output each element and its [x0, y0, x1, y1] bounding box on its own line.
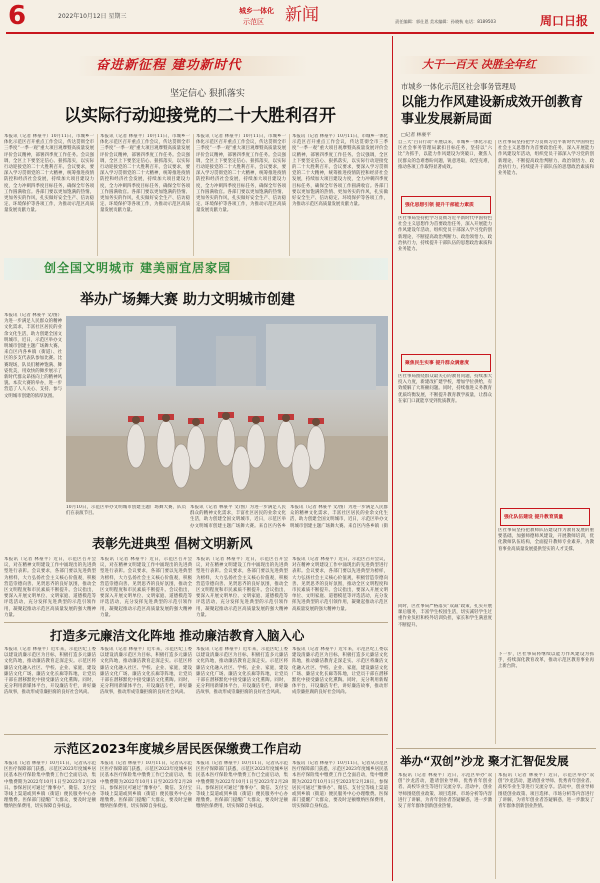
dance-photo-art [66, 316, 388, 502]
civ-banner-text: 创全国文明城市 建美丽宜居家园 [44, 261, 232, 275]
insurance-headline: 示范区2023年度城乡居民医保缴费工作启动 [54, 741, 302, 756]
lead-body-col3: 本报讯（记者 林豪平）10月11日，市城乡一体化示范区召开重点工作会议，传达贯彻全市三季度“一季一观”重大项目观摩暨高质量发展评价会议精神，部署四季度工作任务。会议强调，全区上下要坚定信心、狠抓落实，以实际行动迎接党的二十大胜利召开。会议要求，要深入学习贯彻党的二十大精神，统筹推进疫情防控和经济社会发展，持续加大项目建设力度，全力冲刺四季度目标任务，确保全年各项工作圆满收官。各部门要以更加饱满的热情、更加务实的作风，扎实做好安全生产、信访稳定、环境保护等各项工作，为推动示范区高质量发展贡献力量。 [196, 134, 286, 214]
right-body-2: 区社事局坚持把学习贯彻习近平新时代中国特色社会主义思想作为首要政治任务，深入开展能力作风建设年活动，组织党员干部深入学习党的创新理论，不断提高政治判断力、政治领悟力、政治执行力，持续提升干部队伍的思想政治素质和业务能力。 [398, 216, 492, 253]
right-body-1: 自三大“百日行动”开展以来，市城乡一体化示范区社会事务管理局紧扣目标任务，坚持以“六比”为抓手，以能力作风建设为突破口，聚焦人民群众的急难愁盼问题，锐意进取，攻坚克难，推动各项工作取得显著成效。 [398, 140, 492, 170]
issue-date: 2022年10月12日 星期三 [58, 13, 127, 20]
jobs-body-col2: 本报讯（记者 林豪平）近日，示范区举办“双创”沙龙活动，邀请创业导师、优秀青年创业者、高校毕业生等进行交流分享。活动中，创业导师围绕创业政策、项目选择、市场分析等内容进行了讲解，为青年创业者答疑解惑，进一步激发了青年群体创新创业热情。 [498, 773, 594, 810]
right-body-6: 下一步，区社事局将继续以能力作风建设为抓手，持续深化教育改革，推动示范区教育事业再上新台阶。 [498, 652, 594, 670]
insurance-body-col4: 本报讯（记者 林豪平）10月11日，记者从示范区医疗保障部门获悉，示范区2023年度城乡居民基本医疗保险集中缴费工作已全面启动，集中缴费期为2022年10月1日至2023年2月28日。参保居民可通过“豫事办”、微信、支付宝等线上渠道或到乡镇（街道）便民服务中心办理缴费。医保部门提醒广大群众，要及时足额缴纳医保费用，切实保障自身权益。 [292, 761, 388, 810]
column-divider [392, 36, 393, 881]
civ-body: 本报讯（记者 林豪平 文/图）为进一步满足人民群众的精神文化需求，丰富社区居民的业余文化生活，助力创建全国文明城市，近日，示范区举办文明城市创建主题广场舞大赛。来自区内各乡镇（街道）、社区的多支代表队参加比赛。比赛现场，队员们精神饱满、舞姿优美，用欢快的舞步展示了新时代群众昂扬向上的精神风貌。本次大赛的举办，进一步营造了人人关心、支持、参与文明城市创建的浓厚氛围。 [4, 313, 62, 399]
right-sub-1-text: 强化思想引领 提升干部能力素质 [405, 203, 474, 208]
model-body-col3: 本报讯（记者 林豪平）近日，示范区召开会议，对在精神文明建设工作中涌现出的先进典型进行表彰。会议要求，各部门要以先进典型为榜样，大力弘扬社会主义核心价值观，积极营造崇德向善、见贤思齐的良好氛围，推动全区文明程度和市民素质不断提升。会议指出，要深入开展文明单位、文明家庭、道德模范等评选活动，充分发挥先进典型的示范引领作用，凝聚起推动示范区高质量发展的强大精神力量。 [196, 557, 288, 618]
section-top: 城乡一体化 [239, 7, 274, 15]
section-rule [396, 748, 596, 749]
column-rule [495, 773, 496, 879]
editor-info: 责任编辑：郭仕恩 美术编辑：孙晓秋 电话：8189503 [395, 19, 496, 24]
clean-body-col2: 本报讯（记者 林豪平）近年来，示范区纪工委以建设清廉示范区为目标，积极打造多元廉洁文化阵地，推动廉洁教育走深走实。示范区将廉洁文化融入社区、学校、企业、家庭，建设廉洁文化广场、廉洁文化长廊等阵地，让党员干部在潜移默化中接受廉洁文化熏陶。同时，充分利用新媒体平台，开设廉洁专栏，讲好廉洁故事，推动形成崇廉拒腐的良好社会风尚。 [100, 647, 192, 696]
jobs-headline: 举办“双创”沙龙 聚才汇智促发展 [400, 754, 569, 768]
model-body: 本报讯（记者 林豪平）近日，示范区召开会议，对在精神文明建设工作中涌现出的先进典型进行表彰。会议要求，各部门要以先进典型为榜样，大力弘扬社会主义核心价值观，积极营造崇德向善、见贤思齐的良好氛围，推动全区文明程度和市民素质不断提升。会议指出，要深入开展文明单位、文明家庭、道德模范等评选活动，充分发挥先进典型的示范引领作用，凝聚起推动示范区高质量发展的强大精神力量。 [4, 557, 96, 618]
masthead [0, 0, 600, 44]
civ-headline: 举办广场舞大赛 助力文明城市创建 [80, 292, 295, 308]
clean-body-col4: 本报讯（记者 林豪平）近年来，示范区纪工委以建设清廉示范区为目标，积极打造多元廉洁文化阵地，推动廉洁教育走深走实。示范区将廉洁文化融入社区、学校、企业、家庭，建设廉洁文化广场、廉洁文化长廊等阵地，让党员干部在潜移默化中接受廉洁文化熏陶。同时，充分利用新媒体平台，开设廉洁专栏，讲好廉洁故事，推动形成崇廉拒腐的良好社会风尚。 [292, 647, 388, 696]
right-sub-3-text: 强化队伍建设 提升教育质量 [504, 515, 564, 520]
right-sub-2 [401, 354, 491, 372]
section-rule [4, 622, 388, 623]
column-rule [289, 134, 290, 256]
insurance-body: 本报讯（记者 林豪平）10月11日，记者从示范区医疗保障部门获悉，示范区2023年度城乡居民基本医疗保险集中缴费工作已全面启动，集中缴费期为2022年10月1日至2023年2月28日。参保居民可通过“豫事办”、微信、支付宝等线上渠道或到乡镇（街道）便民服务中心办理缴费。医保部门提醒广大群众，要及时足额缴纳医保费用，切实保障自身权益。 [4, 761, 96, 810]
clean-body-col3: 本报讯（记者 林豪平）近年来，示范区纪工委以建设清廉示范区为目标，积极打造多元廉洁文化阵地，推动廉洁教育走深走实。示范区将廉洁文化融入社区、学校、企业、家庭，建设廉洁文化广场、廉洁文化长廊等阵地，让党员干部在潜移默化中接受廉洁文化熏陶。同时，充分利用新媒体平台，开设廉洁专栏，讲好廉洁故事，推动形成崇廉拒腐的良好社会风尚。 [196, 647, 288, 696]
right-byline: □记者 林豪平 [401, 133, 432, 138]
right-body-3: 区社事局围绕群众最关心的教育问题，持续加大投入力度，新建改扩建学校，增加学位供给，有效缓解了大班额问题。同时，持续推进义务教育优质均衡发展，不断提升教育教学质量，让群众在家门口就能享受到优质教育。 [398, 374, 492, 404]
insurance-body-col3: 本报讯（记者 林豪平）10月11日，记者从示范区医疗保障部门获悉，示范区2023年度城乡居民基本医疗保险集中缴费工作已全面启动，集中缴费期为2022年10月1日至2023年2月28日。参保居民可通过“豫事办”、微信、支付宝等线上渠道或到乡镇（街道）便民服务中心办理缴费。医保部门提醒广大群众，要及时足额缴纳医保费用，切实保障自身权益。 [196, 761, 288, 810]
right-sub-3 [500, 508, 590, 526]
right-body-4: 同时，区社事局严格落实“双减”政策，扎实开展课后服务，丰富学生校园生活，切实减轻学生过重作业负担和校外培训负担，家长和学生满意度不断提升。 [398, 604, 492, 628]
lead-body-col4: 本报讯（记者 林豪平）10月11日，市城乡一体化示范区召开重点工作会议，传达贯彻全市三季度“一季一观”重大项目观摩暨高质量发展评价会议精神，部署四季度工作任务。会议强调，全区上下要坚定信心、狠抓落实，以实际行动迎接党的二十大胜利召开。会议要求，要深入学习贯彻党的二十大精神，统筹推进疫情防控和经济社会发展，持续加大项目建设力度，全力冲刺四季度目标任务，确保全年各项工作圆满收官。各部门要以更加饱满的热情、更加务实的作风，扎实做好安全生产、信访稳定、环境保护等各项工作，为推动示范区高质量发展贡献力量。 [292, 134, 388, 208]
section-name: 新闻 [285, 5, 319, 25]
model-headline: 表彰先进典型 倡树文明新风 [92, 537, 253, 552]
jobs-body: 本报讯（记者 林豪平）近日，示范区举办“双创”沙龙活动，邀请创业导师、优秀青年创业者、高校毕业生等进行交流分享。活动中，创业导师围绕创业政策、项目选择、市场分析等内容进行了讲解，为青年创业者答疑解惑，进一步激发了青年群体创新创业热情。 [398, 773, 492, 810]
clean-headline: 打造多元廉洁文化阵地 推动廉洁教育入脑入心 [50, 628, 305, 643]
right-banner-slogan: 大干一百天 决胜全年红 [422, 58, 536, 71]
right-sub-1 [401, 196, 491, 214]
right-body-2b: 区社事局坚持把学习贯彻习近平新时代中国特色社会主义思想作为首要政治任务，深入开展能力作风建设年活动，组织党员干部深入学习党的创新理论，不断提高政治判断力、政治领悟力、政治执行力，持续提升干部队伍的思想政治素质和业务能力。 [498, 140, 594, 177]
model-body-col4: 本报讯（记者 林豪平）近日，示范区召开会议，对在精神文明建设工作中涌现出的先进典型进行表彰。会议要求，各部门要以先进典型为榜样，大力弘扬社会主义核心价值观，积极营造崇德向善、见贤思齐的良好氛围，推动全区文明程度和市民素质不断提升。会议指出，要深入开展文明单位、文明家庭、道德模范等评选活动，充分发挥先进典型的示范引领作用，凝聚起推动示范区高质量发展的强大精神力量。 [292, 557, 388, 612]
section-rule [4, 734, 388, 735]
column-rule [97, 134, 98, 256]
column-rule [495, 140, 496, 744]
right-sub-2-text: 聚焦民生实事 提升群众满意度 [405, 361, 470, 366]
civ-body-col3: 本报讯（记者 林豪平 文/图）为进一步满足人民群众的精神文化需求，丰富社区居民的业余文化生活，助力创建全国文明城市，近日，示范区举办文明城市创建主题广场舞大赛。来自区内各乡镇（街 [290, 505, 388, 529]
insurance-body-col2: 本报讯（记者 林豪平）10月11日，记者从示范区医疗保障部门获悉，示范区2023年度城乡居民基本医疗保险集中缴费工作已全面启动，集中缴费期为2022年10月1日至2023年2月28日。参保居民可通过“豫事办”、微信、支付宝等线上渠道或到乡镇（街道）便民服务中心办理缴费。医保部门提醒广大群众，要及时足额缴纳医保费用，切实保障自身权益。 [100, 761, 192, 810]
lead-body-col2: 本报讯（记者 林豪平）10月11日，市城乡一体化示范区召开重点工作会议，传达贯彻全市三季度“一季一观”重大项目观摩暨高质量发展评价会议精神，部署四季度工作任务。会议强调，全区上下要坚定信心、狠抓落实，以实际行动迎接党的二十大胜利召开。会议要求，要深入学习贯彻党的二十大精神，统筹推进疫情防控和经济社会发展，持续加大项目建设力度，全力冲刺四季度目标任务，确保全年各项工作圆满收官。各部门要以更加饱满的热情、更加务实的作风，扎实做好安全生产、信访稳定、环境保护等各项工作，为推动示范区高质量发展贡献力量。 [100, 134, 190, 214]
dance-photo [66, 316, 388, 502]
model-body-col2: 本报讯（记者 林豪平）近日，示范区召开会议，对在精神文明建设工作中涌现出的先进典型进行表彰。会议要求，各部门要以先进典型为榜样，大力弘扬社会主义核心价值观，积极营造崇德向善、见贤思齐的良好氛围，推动全区文明程度和市民素质不断提升。会议指出，要深入开展文明单位、文明家庭、道德模范等评选活动，充分发挥先进典型的示范引领作用，凝聚起推动示范区高质量发展的强大精神力量。 [100, 557, 192, 618]
column-rule [193, 134, 194, 256]
campaign-slogan: 奋进新征程 建功新时代 [96, 58, 242, 73]
right-headline: 以能力作风建设新成效开创教育事业发展新局面 [401, 95, 584, 127]
civ-body-col2: 本报讯（记者 林豪平 文/图）为进一步满足人民群众的精神文化需求，丰富社区居民的业余文化生活，助力创建全国文明城市，近日，示范区举办文明城市创建主题广场舞大赛。来自区内各乡 [190, 505, 286, 529]
dance-photo-caption: 10月10日，示范区举办文明城市创建主题广场舞大赛，队员们在表演节目。 [66, 505, 186, 517]
right-body-5: 区社事局坚持把教师队伍建设作为教育发展的重要基础，加强师德师风建设，开展教师培训，优化教师队伍结构，全面提升教师专业素养，为教育事业高质量发展提供坚实的人才支撑。 [498, 528, 594, 552]
masthead-rule [6, 32, 594, 34]
right-kicker: 市城乡一体化示范区社会事务管理局 [401, 82, 517, 91]
lead-headline: 以实际行动迎接党的二十大胜利召开 [64, 106, 336, 126]
lead-body: 本报讯（记者 林豪平）10月11日，市城乡一体化示范区召开重点工作会议，传达贯彻全市三季度“一季一观”重大项目观摩暨高质量发展评价会议精神，部署四季度工作任务。会议强调，全区上下要坚定信心、狠抓落实，以实际行动迎接党的二十大胜利召开。会议要求，要深入学习贯彻党的二十大精神，统筹推进疫情防控和经济社会发展，持续加大项目建设力度，全力冲刺四季度目标任务，确保全年各项工作圆满收官。各部门要以更加饱满的热情、更加务实的作风，扎实做好安全生产、信访稳定、环境保护等各项工作，为推动示范区高质量发展贡献力量。 [4, 134, 94, 214]
civ-banner [4, 258, 388, 280]
page-number: 6 [8, 1, 27, 31]
campaign-banner [78, 56, 308, 76]
paper-logo: 周口日报 [540, 14, 589, 28]
section-bottom: 示范区 [243, 18, 264, 26]
right-banner [398, 56, 596, 74]
clean-body: 本报讯（记者 林豪平）近年来，示范区纪工委以建设清廉示范区为目标，积极打造多元廉洁文化阵地，推动廉洁教育走深走实。示范区将廉洁文化融入社区、学校、企业、家庭，建设廉洁文化广场、廉洁文化长廊等阵地，让党员干部在潜移默化中接受廉洁文化熏陶。同时，充分利用新媒体平台，开设廉洁专栏，讲好廉洁故事，推动形成崇廉拒腐的良好社会风尚。 [4, 647, 96, 696]
lead-kicker: 坚定信心 狠抓落实 [170, 89, 245, 99]
